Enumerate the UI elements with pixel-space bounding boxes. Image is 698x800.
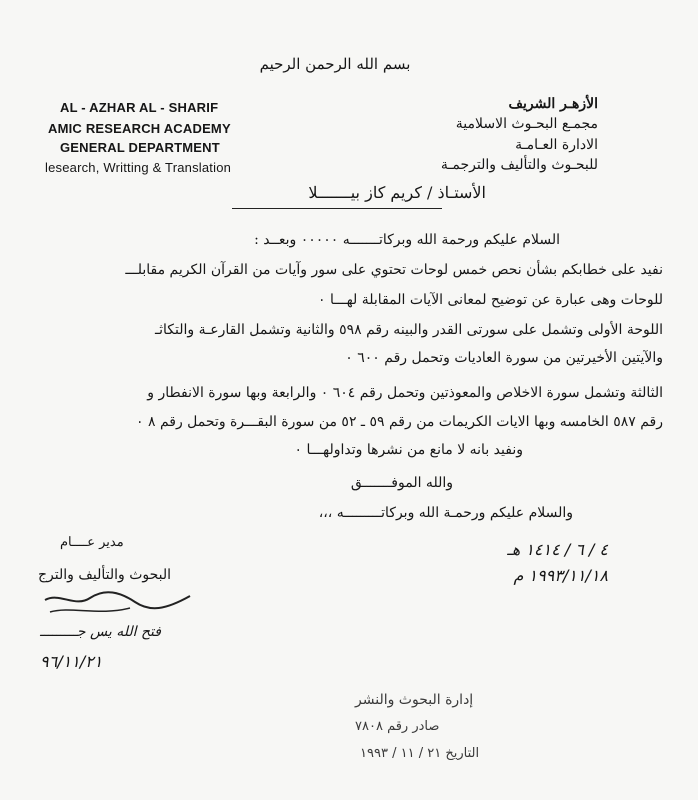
- addressee-underline: [232, 208, 442, 209]
- body-line-1: نفيد على خطابكم بشأن نحص خمس لوحات تحتوي على سور وآيات من القرآن الكريم مقابلـــ: [125, 262, 663, 278]
- stamp-line-1: إدارة البحوث والنشر: [355, 692, 474, 708]
- greeting: السلام عليكم ورحمة الله وبركاتـــــــه ٠٠٠٠٠ وبعــد :: [254, 232, 560, 248]
- header-ar-line-2: مجمـع البحـوث الاسلامية: [455, 116, 598, 132]
- header-en-line-4: lesearch, Writting & Translation: [45, 160, 232, 175]
- signatory-title: مدير عــــام: [60, 535, 124, 550]
- header-ar-line-3: الادارة العـامـة: [515, 137, 598, 153]
- header-en-line-2: AMIC RESEARCH ACADEMY: [48, 121, 231, 136]
- closing-line-1: والله الموفـــــــق: [350, 475, 453, 491]
- body-line-2: للوحات وهى عبارة عن توضيح لمعانى الآيات المقابلة لهـــا ٠: [318, 292, 663, 308]
- body-line-7: ونفيد بانه لا مانع من نشرها وتداولهـــا ٠: [294, 442, 523, 458]
- body-line-6: رقم ٥٨٧ الخامسه وبها الايات الكريمات من رقم ٥٩ ـ ٥٢ من سورة البقـــرة وتحمل رقم ٨ ٠: [136, 414, 663, 430]
- signatory-department: البحوث والتأليف والترج: [38, 567, 172, 583]
- signature-scribble: [40, 590, 200, 620]
- signatory-date: ٩٦/١١/٢١: [40, 652, 103, 671]
- header-ar-line-1: الأزهـر الشريف: [508, 96, 598, 112]
- signatory-name: فتح الله يس جـــــــــ: [40, 624, 161, 640]
- hijri-date: ٤ / ٦ / ١٤١٤ هـ: [507, 540, 608, 559]
- header-ar-line-4: للبحـوث والتأليف والترجمـة: [440, 157, 598, 173]
- header-en-line-1: AL - AZHAR AL - SHARIF: [60, 100, 219, 115]
- addressee: الأستـاذ / كريم كاز بيـــــــلا: [308, 183, 486, 202]
- gregorian-date: ١٩٩٣/١١/١٨ م: [513, 566, 608, 585]
- body-line-4: والآيتين الأخيرتين من سورة العاديات وتحمل رقم ٦٠٠ ٠: [345, 350, 663, 366]
- header-en-line-3: GENERAL DEPARTMENT: [60, 140, 220, 155]
- basmala: بسم الله الرحمن الرحيم: [259, 55, 411, 73]
- closing-line-2: والسلام عليكم ورحمـة الله وبركاتـــــــــه ،،،: [318, 505, 573, 521]
- stamp-line-2: صادر رقم ٧٨٠٨: [355, 719, 440, 734]
- body-line-5: الثالثة وتشمل سورة الاخلاص والمعوذتين وتحمل رقم ٦٠٤ ٠ والرابعة وبها سورة الانفطار و: [147, 385, 663, 401]
- stamp-line-3: التاريخ ٢١ / ١١ / ١٩٩٣: [360, 746, 480, 761]
- body-line-3: اللوحة الأولى وتشمل على سورتى القدر والبينه رقم ٥٩٨ والثانية وتشمل القارعـة والتكاثـ: [155, 322, 663, 338]
